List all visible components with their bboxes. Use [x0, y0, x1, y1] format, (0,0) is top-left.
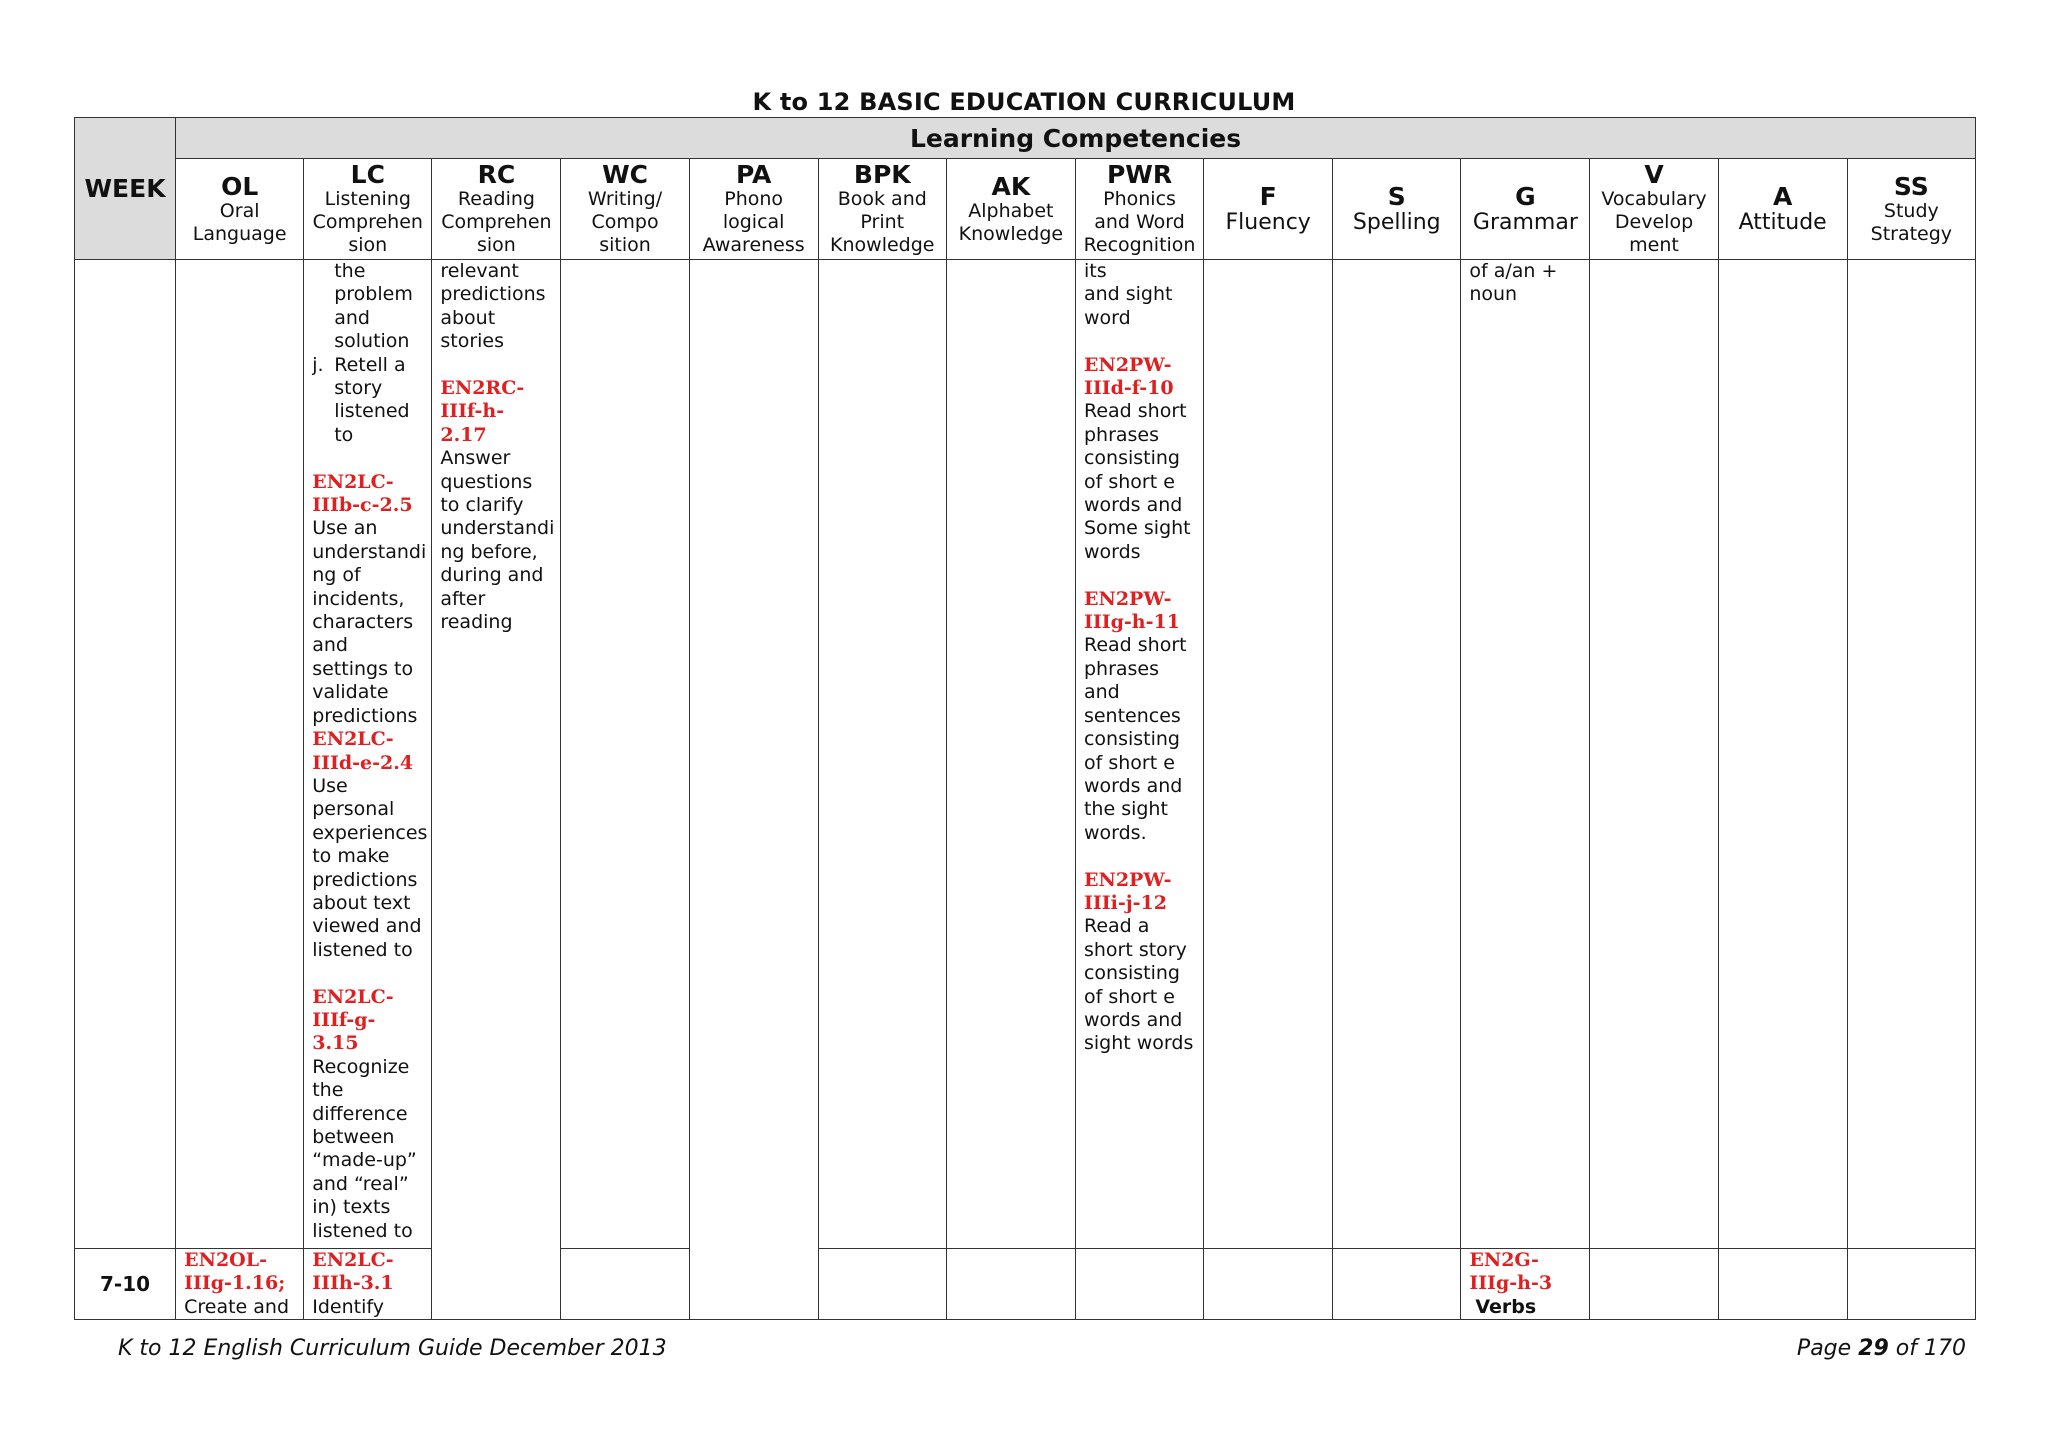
competency-text [1084, 915, 1195, 1055]
competency-text [440, 447, 555, 634]
text-line: Verbs [1475, 1295, 1537, 1318]
column-header-pa [689, 159, 818, 260]
competency-text [1469, 1296, 1581, 1319]
column-name: Listening Comprehen sion [312, 188, 423, 256]
column-header-v [1590, 159, 1718, 260]
column-code: SS [1893, 171, 1929, 201]
text-line: listened [334, 400, 410, 423]
column-name: Grammar [1472, 209, 1578, 235]
column-name: Reading Comprehen sion [441, 188, 552, 256]
text-line: “made-up” [312, 1149, 417, 1172]
column-header-wc [561, 159, 689, 260]
text-line: validate [312, 681, 389, 704]
f-cell [1204, 260, 1333, 1249]
text-line: Read a [1083, 915, 1150, 938]
text-line: to make [312, 845, 390, 868]
text-line: incidents, [312, 587, 405, 610]
text-line: EN2LC- [312, 1249, 394, 1271]
text-line: and [1083, 681, 1120, 704]
text-line: phrases [1083, 657, 1160, 680]
column-header-s [1333, 159, 1461, 260]
text-line: predictions [440, 283, 546, 306]
text-line: about text [312, 891, 411, 914]
text-line: understandi [312, 540, 427, 563]
wc-cell [561, 260, 689, 1249]
text-line: problem [334, 283, 413, 306]
g-cell [1461, 260, 1590, 1249]
text-line: IIIi-j-12 [1083, 891, 1167, 914]
text-line: characters [312, 611, 414, 634]
footer-page-number [1797, 1336, 1966, 1361]
column-code: V [1644, 160, 1664, 189]
column-code: A [1772, 181, 1793, 211]
competency-text [1084, 400, 1195, 564]
s-cell [1333, 260, 1461, 1249]
text-line: IIIg-h-11 [1083, 611, 1180, 634]
footer-guide-title: K to 12 English Curriculum Guide December 2013 [118, 1336, 667, 1361]
text-line: Retell a [334, 353, 406, 376]
column-code: RC [477, 160, 516, 189]
text-line: to [334, 423, 354, 446]
competency-code [1084, 869, 1195, 916]
pwr-continuation [1084, 260, 1195, 330]
text-line: Some sight [1083, 517, 1191, 540]
competency-text [184, 1296, 295, 1319]
text-line: words [1083, 540, 1141, 563]
text-line: noun [1469, 283, 1518, 306]
competency-code [312, 728, 423, 775]
table-row [75, 1249, 1976, 1320]
text-line: between [312, 1126, 395, 1148]
text-line: difference [312, 1102, 408, 1125]
text-line: EN2PW- [1083, 587, 1172, 610]
text-line: EN2LC- [312, 985, 394, 1008]
text-line: Identify [312, 1295, 384, 1318]
ss-cell [1847, 260, 1975, 1249]
page-prefix: Page [1796, 1336, 1852, 1361]
table-row [75, 260, 1976, 1249]
text-line: IIIf-h- [440, 400, 505, 423]
column-code: G [1515, 181, 1536, 211]
lc-item-j-text [334, 354, 423, 448]
text-line: sight words [1083, 1032, 1194, 1055]
f-cell [1204, 1249, 1333, 1320]
text-line: words and [1083, 774, 1183, 797]
week-header: WEEK [75, 118, 176, 260]
lc-continuation [312, 260, 423, 354]
column-header-ol [176, 159, 304, 260]
text-line: of short e [1083, 470, 1175, 493]
text-line: EN2LC- [312, 470, 394, 493]
text-line: the [312, 1079, 344, 1102]
page-number: 29 [1858, 1336, 1889, 1361]
competency-text [312, 1296, 423, 1319]
g-cell [1461, 1249, 1590, 1320]
column-code: S [1387, 181, 1406, 211]
competency-text [312, 1056, 423, 1243]
column-code: LC [350, 160, 385, 189]
text-line: predictions [312, 704, 418, 727]
column-header-pwr [1075, 159, 1203, 260]
text-line: of short e [1083, 751, 1175, 774]
item-marker: j. [312, 353, 324, 376]
column-code: PA [735, 160, 772, 189]
ol-cell [176, 1249, 304, 1320]
g-continuation [1469, 260, 1581, 307]
ak-cell [946, 260, 1075, 1249]
column-header-row [75, 159, 1976, 260]
text-line: predictions [312, 868, 418, 891]
text-line: EN2RC- [440, 377, 525, 400]
competency-code [312, 986, 423, 1056]
text-line: IIIh-3.1 [312, 1272, 394, 1295]
ak-cell [946, 1249, 1075, 1320]
column-code: F [1259, 181, 1277, 211]
text-line: stories [440, 330, 504, 353]
column-header-a [1718, 159, 1847, 260]
text-line: short story [1083, 938, 1187, 961]
column-header-bpk [818, 159, 946, 260]
text-line: its [1083, 260, 1107, 282]
text-line: settings to [312, 657, 414, 680]
pa-cell [689, 260, 818, 1320]
competency-text [1084, 634, 1195, 845]
column-header-rc [432, 159, 561, 260]
text-line: during and [440, 564, 544, 587]
text-line: to clarify [440, 494, 524, 517]
text-line: story [334, 377, 383, 400]
column-header-f [1204, 159, 1333, 260]
competency-code [1469, 1249, 1581, 1296]
text-line: 3.15 [312, 1032, 359, 1055]
competency-code [312, 1249, 423, 1296]
document-title: K to 12 BASIC EDUCATION CURRICULUM [752, 88, 1296, 116]
text-line: words and [1083, 494, 1183, 517]
text-line: after [440, 587, 486, 610]
text-line: consisting [1083, 728, 1180, 751]
text-line: of a/an + [1469, 260, 1558, 282]
a-cell [1718, 260, 1847, 1249]
text-line: reading [440, 611, 513, 634]
text-line: in) texts [312, 1196, 391, 1219]
text-line: EN2G- [1469, 1249, 1539, 1271]
column-name: Alphabet Knowledge [958, 199, 1064, 245]
text-line: of short e [1083, 985, 1175, 1008]
wc-cell [561, 1249, 689, 1320]
text-line: consisting [1083, 962, 1180, 985]
text-line: EN2PW- [1083, 353, 1172, 376]
text-line: Read short [1083, 400, 1187, 423]
text-line: sentences [1083, 704, 1181, 727]
column-name: Book and Print Knowledge [830, 188, 935, 256]
text-line: relevant [440, 260, 519, 282]
a-cell [1718, 1249, 1847, 1320]
text-line: IIIf-g- [312, 1008, 376, 1031]
lc-cell [304, 260, 432, 1249]
text-line: words. [1083, 821, 1147, 844]
column-name: Oral Language [192, 199, 287, 245]
text-line: and “real” [312, 1172, 409, 1195]
lc-item-j [312, 354, 423, 448]
text-line: consisting [1083, 447, 1180, 470]
text-line: and [334, 306, 370, 329]
text-line: 2.17 [440, 423, 487, 446]
rc-continuation [440, 260, 552, 354]
text-line: IIIg-h-3 [1469, 1272, 1553, 1295]
text-line: the sight [1083, 798, 1168, 821]
text-line: IIIb-c-2.5 [312, 494, 413, 517]
bpk-cell [818, 1249, 946, 1320]
column-code: WC [602, 160, 648, 189]
competency-code [184, 1249, 295, 1296]
text-line: listened to [312, 1219, 413, 1242]
text-line: viewed and [312, 915, 422, 938]
page-suffix: of 170 [1895, 1336, 1966, 1361]
column-header-g [1461, 159, 1590, 260]
text-line: personal [312, 798, 395, 821]
competency-code [440, 377, 552, 447]
text-line: ng of [312, 564, 361, 587]
column-name: Writing/ Compo sition [587, 188, 663, 256]
column-code: PWR [1106, 160, 1173, 189]
column-code: BPK [853, 160, 911, 189]
rc-cell [432, 260, 561, 1320]
ss-cell [1847, 1249, 1975, 1320]
week-cell-empty [75, 260, 176, 1249]
text-line: Read short [1083, 634, 1187, 657]
column-code: AK [991, 171, 1031, 201]
column-name: Phono logical Awareness [702, 188, 805, 256]
week-cell: 7-10 [75, 1249, 176, 1320]
column-name: Fluency [1225, 209, 1311, 235]
text-line: EN2PW- [1083, 868, 1172, 891]
text-line: listened to [312, 938, 413, 961]
text-line: EN2LC- [312, 728, 394, 751]
column-header-ak [946, 159, 1075, 260]
v-cell [1590, 1249, 1718, 1320]
bpk-cell [818, 260, 946, 1249]
text-line: Recognize [312, 1055, 410, 1078]
column-header-lc [304, 159, 432, 260]
text-line: understandi [440, 517, 555, 540]
text-line: ng before, [440, 540, 538, 563]
s-cell [1333, 1249, 1461, 1320]
competency-code [1084, 354, 1195, 401]
column-name: Phonics and Word Recognition [1083, 188, 1196, 256]
text-line: solution [334, 330, 410, 353]
text-line: Use an [312, 517, 378, 540]
text-line: IIId-f-10 [1083, 377, 1174, 400]
text-line: Use [312, 774, 348, 797]
text-line: experiences [312, 821, 428, 844]
column-name: Study Strategy [1870, 199, 1953, 245]
text-line: and sight [1083, 283, 1173, 306]
text-line: Create and [184, 1295, 290, 1318]
ol-cell [176, 260, 304, 1249]
column-name: Vocabulary Develop ment [1601, 188, 1707, 256]
pwr-cell [1075, 1249, 1203, 1320]
text-line: phrases [1083, 423, 1160, 446]
text-line: the [334, 260, 366, 282]
competency-code [312, 471, 423, 518]
text-line: about [440, 306, 496, 329]
text-line: IIId-e-2.4 [312, 751, 414, 774]
text-line: Answer [440, 447, 511, 470]
competency-text [312, 774, 428, 962]
competency-code [1084, 588, 1195, 635]
text-line: IIIg-1.16; [184, 1272, 286, 1295]
column-code: OL [221, 171, 259, 201]
competency-text [312, 517, 427, 728]
curriculum-table [74, 117, 1976, 1320]
column-name: Attitude [1738, 209, 1827, 235]
v-cell [1590, 260, 1718, 1249]
lc-cell [304, 1249, 432, 1320]
column-name: Spelling [1352, 209, 1441, 235]
text-line: EN2OL- [184, 1249, 267, 1271]
pwr-cell [1075, 260, 1203, 1249]
text-line: questions [440, 470, 533, 493]
learning-competencies-header: Learning Competencies [176, 118, 1976, 159]
column-header-ss [1847, 159, 1975, 260]
text-line: words and [1083, 1008, 1183, 1031]
text-line: and [312, 634, 348, 657]
text-line: word [1083, 306, 1131, 329]
